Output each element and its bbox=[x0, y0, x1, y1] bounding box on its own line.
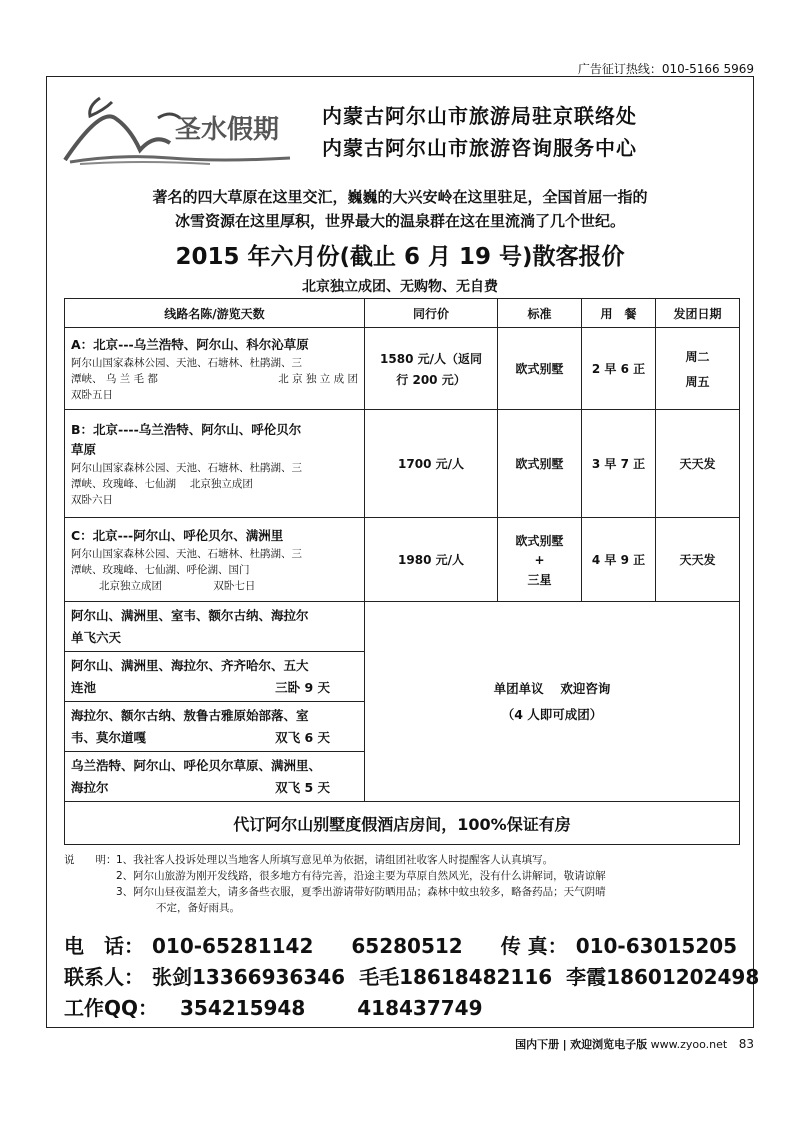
route-c-meals: 4 早 9 正 bbox=[582, 518, 656, 602]
route-c-detail-3a: 北京独立成团 bbox=[99, 579, 162, 592]
route-a-price-2: 行 200 元） bbox=[396, 372, 466, 387]
quote-title: 2015 年六月份(截止 6 月 19 号)散客报价 bbox=[175, 244, 625, 270]
table-footer-row bbox=[65, 802, 740, 845]
route-b-cell bbox=[65, 410, 365, 518]
notes-body bbox=[116, 852, 756, 916]
custom-route-2-tail: 三卧 9 天 bbox=[275, 679, 330, 695]
route-a-detail-2b: 北 京 独 立 成 团 bbox=[278, 372, 358, 385]
phone-number-1: 010-65281142 bbox=[152, 934, 314, 958]
route-c-dates: 天天发 bbox=[656, 518, 740, 602]
route-a-standard: 欧式别墅 bbox=[498, 328, 582, 410]
route-b-detail-3: 双卧六日 bbox=[71, 493, 113, 506]
custom-route-4-tail: 双飞 5 天 bbox=[275, 779, 330, 795]
note-item-3-cont: 不定，备好雨具。 bbox=[156, 902, 240, 914]
route-b-detail-1: 阿尔山国家森林公园、天池、石塘林、杜鹃湖、三 bbox=[71, 461, 302, 474]
route-a-cell bbox=[65, 328, 365, 410]
qq-label: 工作QQ： bbox=[64, 996, 159, 1020]
contact-person-3: 李霞18601202498 bbox=[566, 965, 760, 989]
header-standard: 标准 bbox=[498, 299, 582, 328]
people-label: 联系人： bbox=[64, 965, 144, 989]
table-row bbox=[65, 410, 740, 518]
contact-person-1: 张剑13366936346 bbox=[152, 965, 346, 989]
quote-subtitle: 北京独立成团、无购物、无自费 bbox=[302, 279, 498, 295]
custom-route-3-line1: 海拉尔、额尔古纳、敖鲁古雅原始部落、室 bbox=[71, 707, 309, 723]
route-a-name: A：北京---乌兰浩特、阿尔山、科尔沁草原 bbox=[71, 336, 309, 352]
custom-route-2-line2-text: 连池 bbox=[71, 679, 97, 695]
shengshui-logo bbox=[60, 88, 300, 170]
custom-route-3-line2-text: 韦、莫尔道嘎 bbox=[71, 729, 147, 745]
qq-number-1: 354215948 bbox=[180, 996, 306, 1020]
custom-route-4 bbox=[65, 752, 365, 802]
single-consult-line-2: （4 人即可成团） bbox=[501, 706, 603, 722]
intro-line-2: 冰雪资源在这里厚积，世界最大的温泉群在这在里流淌了几个世纪。 bbox=[174, 212, 625, 230]
org-name-liaison: 内蒙古阿尔山市旅游局驻京联络处 bbox=[322, 104, 637, 128]
qq-number-2: 418437749 bbox=[357, 996, 483, 1020]
route-c-price: 1980 元/人 bbox=[365, 518, 498, 602]
table-row bbox=[65, 328, 740, 410]
footer-website[interactable]: www.zyoo.net bbox=[650, 1038, 728, 1051]
route-c-detail-3 bbox=[71, 578, 358, 594]
villa-booking-note: 代订阿尔山别墅度假酒店房间，100%保证有房 bbox=[65, 802, 740, 845]
fax-label: 传 真： bbox=[500, 934, 568, 958]
logo-text: 圣水假期 bbox=[175, 115, 280, 145]
footer-separator: | bbox=[562, 1038, 567, 1051]
route-b-name-2: 草原 bbox=[71, 441, 97, 457]
note-item-1: 1、我社客人投诉处理以当地客人所填写意见单为依据，请组团社收客人时提醒客人认真填写。 bbox=[116, 854, 554, 866]
contact-qq-line bbox=[64, 992, 483, 1021]
contact-people-line bbox=[64, 961, 759, 990]
custom-route-3-line2 bbox=[71, 727, 358, 749]
route-c-standard-3: 三星 bbox=[527, 572, 552, 587]
phone-number-2: 65280512 bbox=[351, 934, 463, 958]
route-c-standard-2: + bbox=[534, 552, 545, 567]
route-b-meals: 3 早 7 正 bbox=[582, 410, 656, 518]
route-c-detail-1: 阿尔山国家森林公园、天池、石塘林、杜鹃湖、三 bbox=[71, 547, 302, 560]
custom-route-4-line1: 乌兰浩特、阿尔山、呼伦贝尔草原、满洲里、 bbox=[71, 757, 322, 773]
custom-route-1 bbox=[65, 602, 365, 652]
route-b-price: 1700 元/人 bbox=[365, 410, 498, 518]
header-meals: 用 餐 bbox=[582, 299, 656, 328]
route-c-standard bbox=[498, 518, 582, 602]
custom-route-1-line1: 阿尔山、满洲里、室韦、额尔古纳、海拉尔 bbox=[71, 607, 309, 623]
org-name-service-center: 内蒙古阿尔山市旅游咨询服务中心 bbox=[322, 136, 637, 160]
route-a-dates-1: 周二 bbox=[685, 349, 710, 364]
ad-hotline: 广告征订热线：010-5166 5969 bbox=[577, 62, 754, 76]
route-c-standard-1: 欧式别墅 bbox=[515, 533, 564, 548]
single-consult-line-1: 单团单议 欢迎咨询 bbox=[493, 680, 611, 696]
route-c-detail-2: 潭峡、玫瑰峰、七仙湖、呼伦湖、国门 bbox=[71, 563, 250, 576]
contact-phone-line bbox=[64, 930, 737, 959]
custom-route-2-line2 bbox=[71, 677, 358, 699]
phone-label: 电 话： bbox=[64, 934, 144, 958]
single-group-consult bbox=[365, 602, 740, 802]
footer-slogan: 欢迎浏览电子版 bbox=[570, 1038, 648, 1051]
route-price-table bbox=[64, 298, 740, 845]
table-header-row bbox=[65, 299, 740, 328]
custom-route-1-line2-text: 单飞六天 bbox=[71, 629, 122, 645]
route-a-price bbox=[365, 328, 498, 410]
note-item-3: 3、阿尔山昼夜温差大，请多备些衣服，夏季出游请带好防晒用品；森林中蚊虫较多，略备药品；天气阴晴 bbox=[116, 886, 606, 898]
custom-route-3 bbox=[65, 702, 365, 752]
custom-route-1-line2 bbox=[71, 627, 358, 649]
route-b-detail-2: 潭峡、玫瑰峰、七仙湖 北京独立成团 bbox=[71, 477, 253, 490]
custom-route-4-line2 bbox=[71, 777, 358, 799]
page-number: 83 bbox=[738, 1037, 754, 1051]
header-price: 同行价 bbox=[365, 299, 498, 328]
route-c-cell bbox=[65, 518, 365, 602]
fax-number: 010-63015205 bbox=[575, 934, 738, 958]
route-b-standard: 欧式别墅 bbox=[498, 410, 582, 518]
route-a-detail-2 bbox=[71, 371, 358, 387]
route-a-dates-2: 周五 bbox=[685, 374, 710, 389]
route-a-dates bbox=[656, 328, 740, 410]
table-row bbox=[65, 602, 740, 652]
route-c-name: C：北京---阿尔山、呼伦贝尔、满洲里 bbox=[71, 527, 284, 543]
route-a-detail-3: 双卧五日 bbox=[71, 388, 113, 401]
notes-label: 说 明： bbox=[64, 854, 117, 866]
custom-route-4-line2-text: 海拉尔 bbox=[71, 779, 109, 795]
route-b-dates: 天天发 bbox=[656, 410, 740, 518]
route-a-meals: 2 早 6 正 bbox=[582, 328, 656, 410]
route-b-name-1: B：北京----乌兰浩特、阿尔山、呼伦贝尔 bbox=[71, 421, 302, 437]
custom-route-2-line1: 阿尔山、满洲里、海拉尔、齐齐哈尔、五大 bbox=[71, 657, 309, 673]
header-route: 线路名陈/游览天数 bbox=[65, 299, 365, 328]
custom-route-3-tail: 双飞 6 天 bbox=[275, 729, 330, 745]
note-item-2: 2、阿尔山旅游为刚开发线路，很多地方有待完善，沿途主要为草原自然风光，没有什么讲解词，敬请谅解 bbox=[116, 870, 606, 882]
route-a-price-1: 1580 元/人（返同 bbox=[380, 351, 482, 366]
contact-person-2: 毛毛18618482116 bbox=[359, 965, 553, 989]
intro-line-1: 著名的四大草原在这里交汇，巍巍的大兴安岭在这里驻足，全国首屈一指的 bbox=[152, 188, 648, 206]
custom-route-2 bbox=[65, 652, 365, 702]
route-a-detail-1: 阿尔山国家森林公园、天池、石塘林、杜鹃湖、三 bbox=[71, 356, 302, 369]
footer-section: 国内下册 bbox=[515, 1038, 560, 1051]
page-footer bbox=[515, 1036, 754, 1052]
table-row bbox=[65, 518, 740, 602]
route-c-detail-3b: 双卧七日 bbox=[213, 579, 256, 592]
header-dates: 发团日期 bbox=[656, 299, 740, 328]
route-a-detail-2a: 潭峡、 乌 兰 毛 都 bbox=[71, 372, 158, 385]
